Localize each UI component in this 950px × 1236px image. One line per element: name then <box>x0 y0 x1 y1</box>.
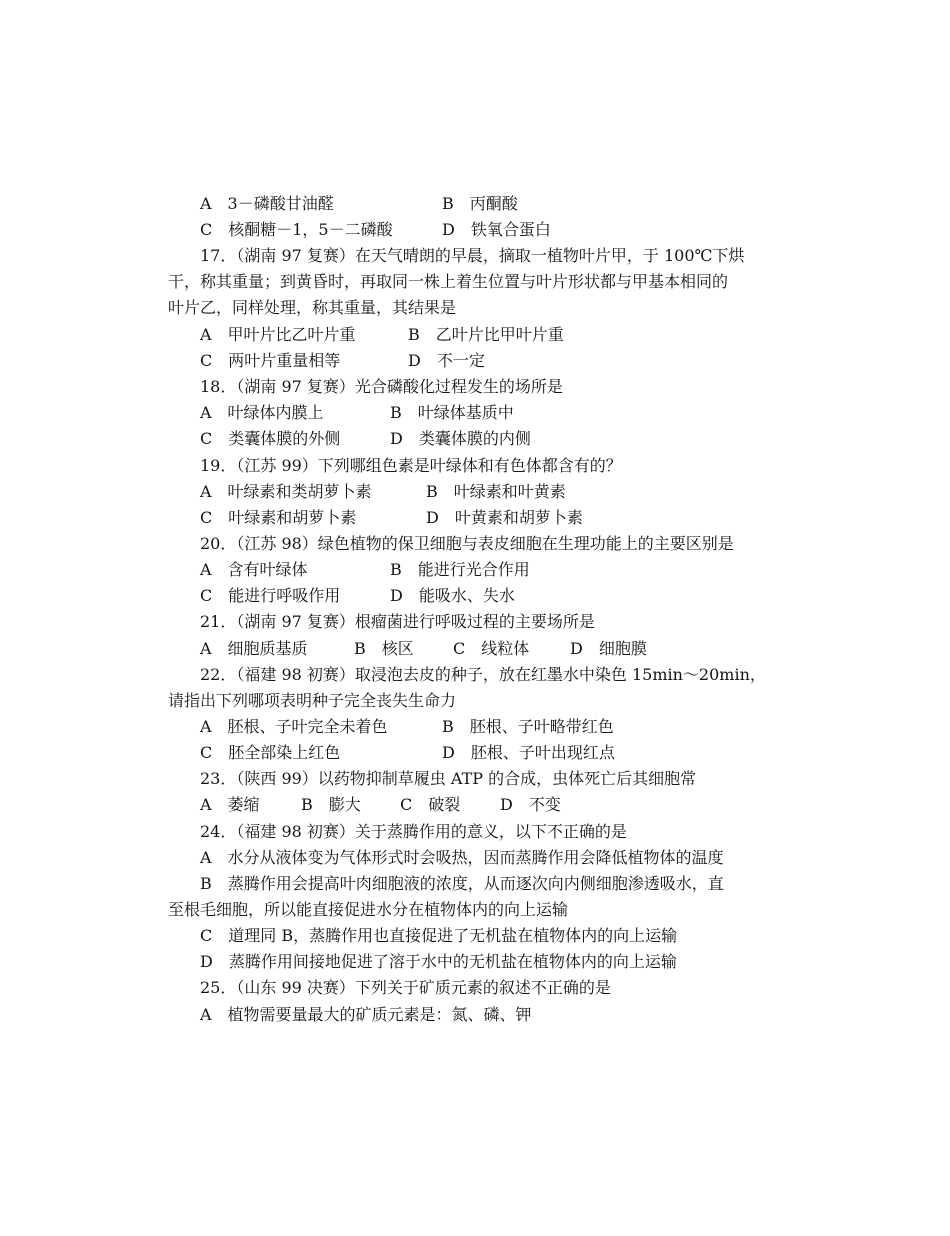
option-d: D 铁氧合蛋白 <box>442 220 551 239</box>
option-c: C 能进行呼吸作用 <box>200 586 341 605</box>
option-c: C 叶绿素和胡萝卜素 <box>200 508 357 527</box>
option-c: C 核酮糖－1，5－二磷酸 <box>200 220 393 239</box>
option-d: D 类囊体膜的内侧 <box>390 429 531 448</box>
question-24-option-b-line1: B 蒸腾作用会提高叶肉细胞液的浓度，从而逐次向内侧细胞渗透吸水，直 <box>200 874 724 893</box>
question-25-stem: 25．（山东 99 决赛）下列关于矿质元素的叙述不正确的是 <box>200 978 611 997</box>
question-20-stem: 20．（江苏 98）绿色植物的保卫细胞与表皮细胞在生理功能上的主要区别是 <box>200 534 734 553</box>
option-b: B 乙叶片比甲叶片重 <box>408 325 564 344</box>
question-18-stem: 18．（湖南 97 复赛）光合磷酸化过程发生的场所是 <box>200 377 563 396</box>
question-17-stem-line3: 叶片乙，同样处理，称其重量，其结果是 <box>168 298 457 317</box>
option-b: B 核区 <box>354 639 414 658</box>
option-c: C 胚全部染上红色 <box>200 743 341 762</box>
option-a: A 胚根、子叶完全未着色 <box>200 717 388 736</box>
option-b: B 膨大 <box>301 795 361 814</box>
question-24-stem: 24．（福建 98 初赛）关于蒸腾作用的意义，以下不正确的是 <box>200 822 627 841</box>
option-c: C 破裂 <box>400 795 461 814</box>
question-22-stem-line1: 22．（福建 98 初赛）取浸泡去皮的种子，放在红墨水中染色 15min～20min， <box>200 665 766 684</box>
question-24-option-c: C 道理同 B，蒸腾作用也直接促进了无机盐在植物体内的向上运输 <box>200 926 678 945</box>
question-17-stem-line1: 17．（湖南 97 复赛）在天气晴朗的早晨，摘取一植物叶片甲，于 100℃下烘 <box>200 246 745 265</box>
option-d: D 不一定 <box>408 351 485 370</box>
option-a: A 含有叶绿体 <box>200 560 308 579</box>
question-24-option-b-line2: 至根毛细胞，所以能直接促进水分在植物体内的向上运输 <box>168 900 569 919</box>
option-b: B 叶绿素和叶黄素 <box>426 482 566 501</box>
option-d: D 能吸水、失水 <box>390 586 515 605</box>
option-a: A 3－磷酸甘油醛 <box>200 194 334 213</box>
option-a: A 叶绿体内膜上 <box>200 403 324 422</box>
option-c: C 两叶片重量相等 <box>200 351 341 370</box>
option-d: D 叶黄素和胡萝卜素 <box>426 508 583 527</box>
option-d: D 不变 <box>500 795 561 814</box>
option-d: D 细胞膜 <box>570 639 647 658</box>
option-a: A 甲叶片比乙叶片重 <box>200 325 356 344</box>
option-a: A 叶绿素和类胡萝卜素 <box>200 482 372 501</box>
question-24-option-a: A 水分从液体变为气体形式时会吸热，因而蒸腾作用会降低植物体的温度 <box>200 848 724 867</box>
option-a: A 萎缩 <box>200 795 260 814</box>
option-b: B 叶绿体基质中 <box>390 403 514 422</box>
option-b: B 丙酮酸 <box>442 194 518 213</box>
option-b: B 胚根、子叶略带红色 <box>442 717 614 736</box>
option-d: D 胚根、子叶出现红点 <box>442 743 615 762</box>
question-22-stem-line2: 请指出下列哪项表明种子完全丧失生命力 <box>168 691 457 710</box>
option-c: C 线粒体 <box>453 639 530 658</box>
question-24-option-d: D 蒸腾作用间接地促进了溶于水中的无机盐在植物体内的向上运输 <box>200 952 677 971</box>
question-23-stem: 23．（陕西 99）以药物抑制草履虫 ATP 的合成，虫体死亡后其细胞常 <box>200 769 697 788</box>
option-a: A 细胞质基质 <box>200 639 308 658</box>
question-19-stem: 19．（江苏 99）下列哪组色素是叶绿体和有色体都含有的？ <box>200 456 622 475</box>
question-17-stem-line2: 干，称其重量；到黄昏时，再取同一株上着生位置与叶片形状都与甲基本相同的 <box>168 272 729 291</box>
question-25-option-a: A 植物需要量最大的矿质元素是：氮、磷、钾 <box>200 1005 532 1024</box>
question-21-stem: 21．（湖南 97 复赛）根瘤菌进行呼吸过程的主要场所是 <box>200 612 595 631</box>
option-b: B 能进行光合作用 <box>390 560 530 579</box>
option-c: C 类囊体膜的外侧 <box>200 429 341 448</box>
